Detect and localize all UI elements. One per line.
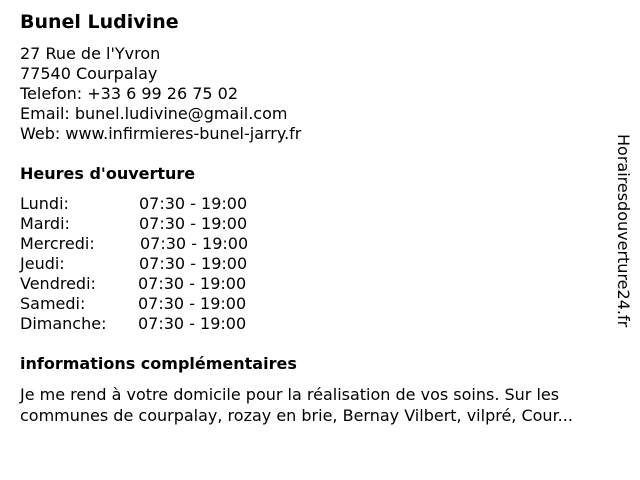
watermark-text: Horairesdouverture24.fr <box>614 134 633 328</box>
time-range: 07:30 - 19:00 <box>138 294 247 313</box>
watermark <box>612 134 634 374</box>
day-label: Mercredi: <box>20 234 95 253</box>
hours-row-mardi <box>20 214 280 234</box>
time-range: 07:30 - 19:00 <box>140 234 249 253</box>
hours-row-lundi <box>20 194 280 214</box>
hours-row-samedi <box>20 294 280 314</box>
day-label: Samedi: <box>20 294 86 313</box>
hours-row-mercredi <box>20 234 280 254</box>
email-line: Email: bunel.ludivine@gmail.com <box>20 104 288 123</box>
opening-hours-heading: Heures d'ouverture <box>20 164 196 183</box>
info-line: Je me rend à votre domicile pour la réalisation de vos soins. Sur les <box>20 385 560 404</box>
time-range: 07:30 - 19:00 <box>138 314 247 333</box>
day-label: Jeudi: <box>20 254 65 273</box>
phone-line: Telefon: +33 6 99 26 75 02 <box>20 84 239 103</box>
opening-hours-table <box>20 194 280 334</box>
contact-block <box>20 44 301 144</box>
day-label: Lundi: <box>20 194 69 213</box>
additional-info-heading: informations complémentaires <box>20 354 297 373</box>
time-range: 07:30 - 19:00 <box>139 254 248 273</box>
additional-info-text <box>20 384 630 426</box>
address-city: 77540 Courpalay <box>20 64 158 83</box>
address-street: 27 Rue de l'Yvron <box>20 44 161 63</box>
time-range: 07:30 - 19:00 <box>139 194 248 213</box>
day-label: Mardi: <box>20 214 70 233</box>
time-range: 07:30 - 19:00 <box>139 214 248 233</box>
day-label: Dimanche: <box>20 314 107 333</box>
day-label: Vendredi: <box>20 274 96 293</box>
hours-row-dimanche <box>20 314 280 334</box>
info-line: communes de courpalay, rozay en brie, Bernay Vilbert, vilpré, Cour... <box>20 406 573 425</box>
business-name: Bunel Ludivine <box>20 11 179 33</box>
hours-row-jeudi <box>20 254 280 274</box>
web-line: Web: www.infirmieres-bunel-jarry.fr <box>20 124 302 143</box>
time-range: 07:30 - 19:00 <box>138 274 247 293</box>
hours-row-vendredi <box>20 274 280 294</box>
